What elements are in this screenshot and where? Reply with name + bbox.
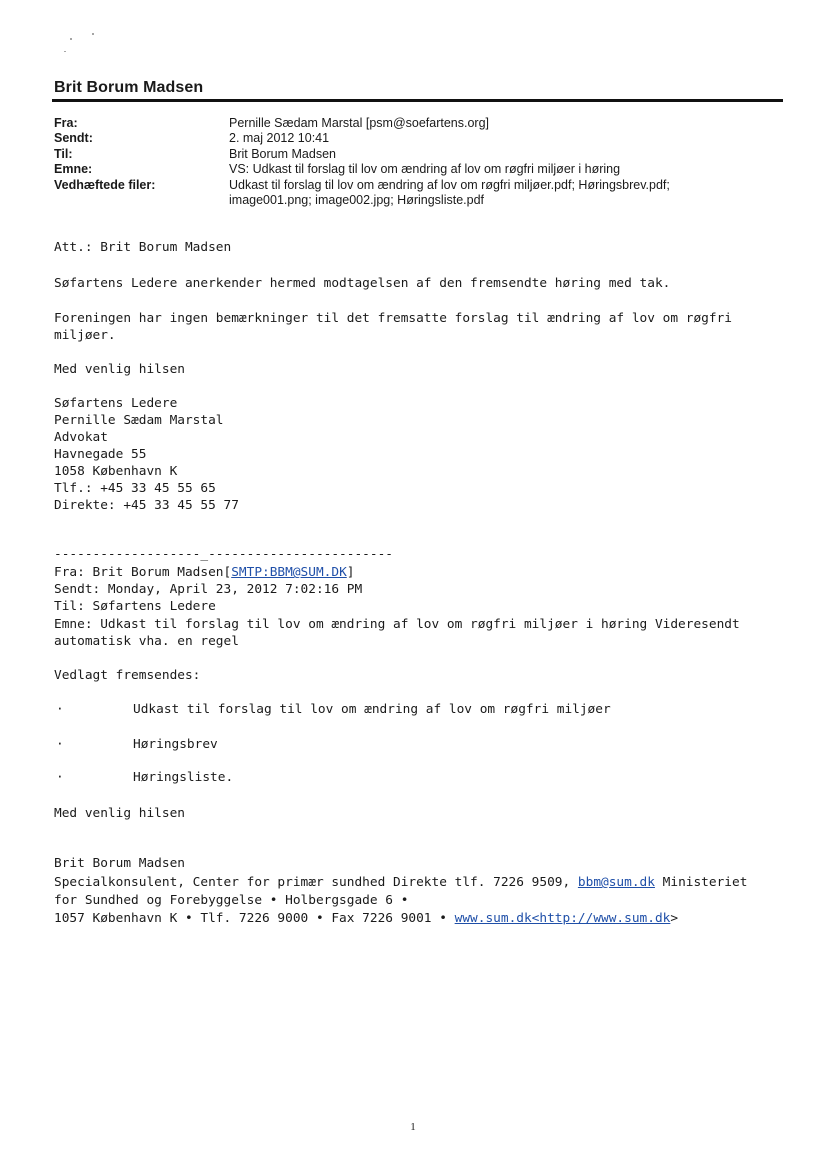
signature-email-link[interactable]: bbm@sum.dk [577, 875, 655, 890]
forward-signature-line-3-suffix: > [670, 911, 679, 926]
bullet-icon: · [56, 702, 64, 717]
page-number: 1 [410, 1121, 416, 1133]
bullet-icon: · [56, 770, 64, 785]
scan-speck [70, 38, 72, 40]
header-row-from [54, 116, 774, 131]
forward-signature-line-1-prefix: Specialkonsulent, Center for primær sundhed Direkte tlf. 7226 9509, [54, 875, 578, 890]
subject-value: VS: Udkast til forslag til lov om ændring af lov om røgfri miljøer i høring [229, 162, 621, 177]
attachments-line-1: Udkast til forslag til lov om ændring af lov om røgfri miljøer.pdf; Høringsbrev.pdf; [229, 177, 670, 192]
bullet-icon: · [56, 737, 64, 752]
scan-speck [64, 51, 66, 52]
to-value: Brit Borum Madsen [229, 146, 336, 161]
forward-to-line: Til: Søfartens Ledere [54, 599, 216, 614]
header-row-sent [54, 131, 774, 146]
document-title: Brit Borum Madsen [54, 79, 204, 96]
signature-direct-phone: Direkte: +45 33 45 55 77 [54, 498, 239, 513]
signature-street: Havnegade 55 [54, 447, 147, 462]
list-item: Høringsliste. [133, 770, 234, 785]
email-header [54, 116, 774, 208]
forward-intro: Vedlagt fremsendes: [54, 668, 201, 683]
list-item: Høringsbrev [133, 737, 218, 752]
to-label: Til: [54, 146, 73, 161]
closing-greeting: Med venlig hilsen [54, 362, 185, 377]
header-row-subject [54, 162, 774, 177]
sent-value: 2. maj 2012 10:41 [229, 131, 330, 146]
forward-from-suffix: ] [346, 565, 355, 580]
attachments-line-2: image001.png; image002.jpg; Høringsliste.pdf [229, 193, 485, 208]
acknowledgement-paragraph: Søfartens Ledere anerkender hermed modtagelsen af den fremsendte høring med tak. [54, 276, 671, 291]
header-row-attachments [54, 178, 774, 209]
forward-greeting: Med venlig hilsen [54, 806, 185, 821]
forward-sent-line: Sendt: Monday, April 23, 2012 7:02:16 PM [54, 582, 363, 597]
signature-title: Advokat [54, 430, 108, 445]
from-label: Fra: [54, 116, 78, 130]
remarks-line-1: Foreningen har ingen bemærkninger til det fremsatte forslag til ændring af lov om røgfri [54, 311, 732, 326]
attention-line: Att.: Brit Borum Madsen [54, 240, 232, 255]
forward-signature-line-1-suffix: Ministeriet [654, 875, 748, 890]
from-value: Pernille Sædam Marstal [psm@soefartens.org] [229, 116, 490, 130]
header-row-to [54, 147, 774, 162]
list-item: Udkast til forslag til lov om ændring af lov om røgfri miljøer [133, 702, 611, 717]
title-divider [52, 99, 783, 102]
attachments-label: Vedhæftede filer: [54, 177, 156, 192]
forward-subject-line-2: automatisk vha. en regel [54, 634, 239, 649]
forward-signature-line-3 [54, 910, 678, 927]
signature-name: Pernille Sædam Marstal [54, 413, 224, 428]
forward-from-email-link[interactable]: SMTP:BBM@SUM.DK [231, 565, 347, 580]
subject-label: Emne: [54, 162, 93, 177]
forward-from-line [54, 564, 355, 581]
remarks-line-2: miljøer. [54, 328, 116, 343]
forward-separator: -------------------_------------------------ [54, 547, 393, 562]
forward-signature-name: Brit Borum Madsen [54, 856, 185, 871]
signature-city: 1058 København K [54, 464, 178, 479]
forward-from-prefix: Fra: Brit Borum Madsen[ [54, 565, 232, 580]
forward-signature-line-2: for Sundhed og Forebyggelse • Holbergsgade 6 • [54, 893, 409, 908]
signature-organization: Søfartens Ledere [54, 396, 178, 411]
forward-signature-line-3-prefix: 1057 København K • Tlf. 7226 9000 • Fax 7226 9001 • [54, 911, 455, 926]
attachments-value [229, 178, 774, 209]
website-link[interactable]: www.sum.dk<http://www.sum.dk [454, 911, 671, 926]
sent-label: Sendt: [54, 131, 93, 146]
signature-phone: Tlf.: +45 33 45 55 65 [54, 481, 216, 496]
forward-signature-line-1 [54, 874, 747, 891]
scan-speck [92, 33, 94, 35]
forward-subject-line-1: Emne: Udkast til forslag til lov om ændring af lov om røgfri miljøer i høring Videresendt [54, 617, 740, 632]
